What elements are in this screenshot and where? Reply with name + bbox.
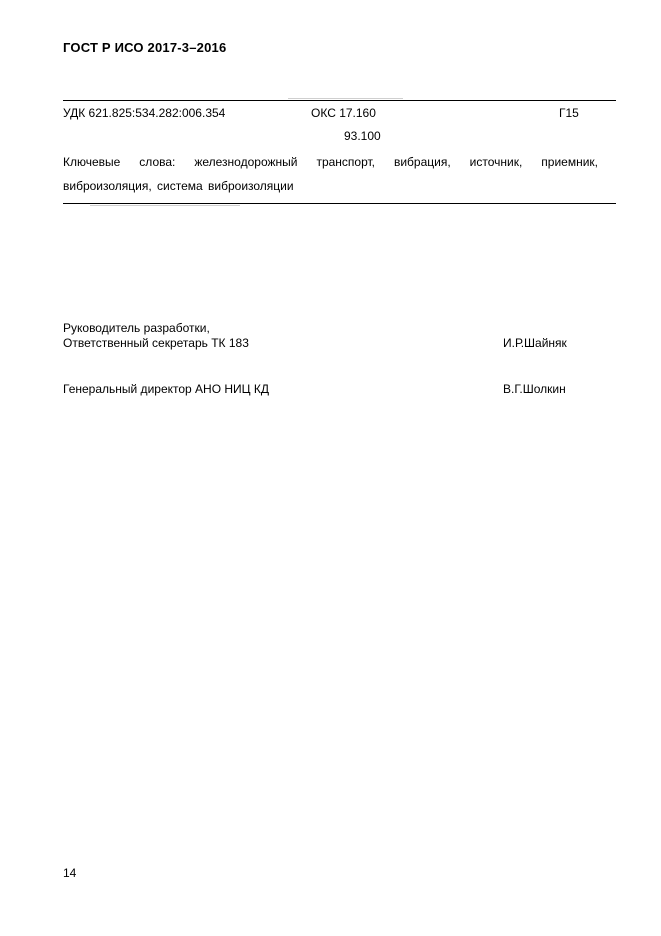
- signatory-name-2: В.Г.Шолкин: [503, 382, 566, 396]
- group-code: Г15: [559, 106, 579, 120]
- signatory-role-director: Генеральный директор АНО НИЦ КД: [63, 382, 269, 396]
- signatory-role-secretary: Ответственный секретарь ТК 183: [63, 336, 249, 350]
- top-rule: [63, 100, 616, 101]
- scan-artifact-line: [90, 205, 240, 206]
- signatory-role-developer: Руководитель разработки,: [63, 321, 210, 335]
- bottom-rule: [63, 203, 616, 204]
- page-number: 14: [63, 866, 77, 880]
- scan-artifact-line: [288, 98, 403, 99]
- udk-code: УДК 621.825:534.282:006.354: [63, 106, 226, 120]
- document-header-title: ГОСТ Р ИСО 2017-3–2016: [63, 40, 227, 55]
- oks-code-secondary: 93.100: [344, 129, 381, 143]
- oks-code: ОКС 17.160: [311, 106, 376, 120]
- signatory-name-1: И.Р.Шайняк: [503, 336, 567, 350]
- keywords-paragraph: Ключевые слова: железнодорожный транспорт, вибрация, источник, приемник, виброизоляция, система виброизоляции: [63, 155, 598, 193]
